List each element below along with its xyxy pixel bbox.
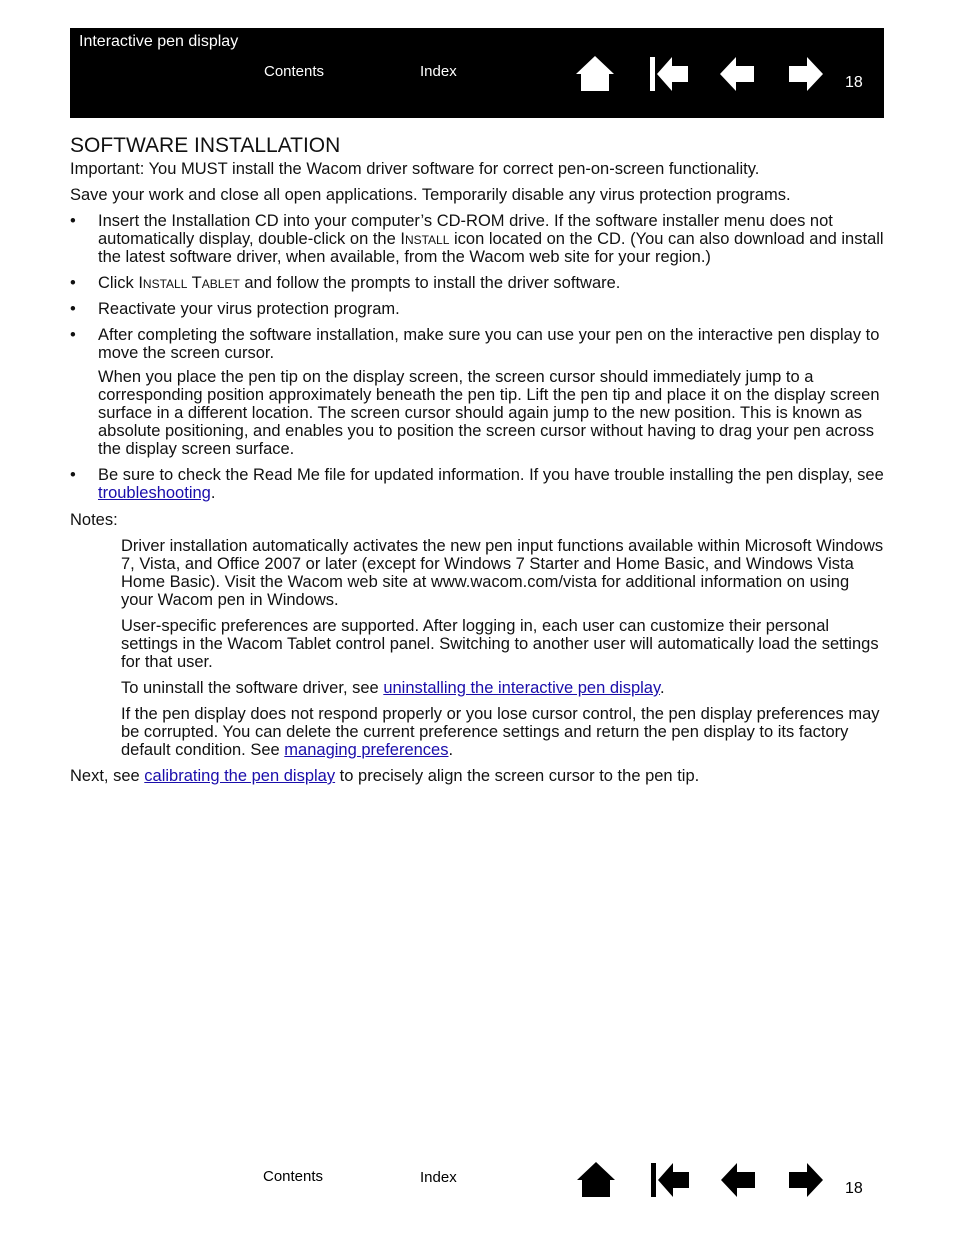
important-note: Important: You MUST install the Wacom driver software for correct pen-on-screen functionality. — [70, 160, 760, 178]
bullet-insert-cd: • Insert the Installation CD into your computer’s CD-ROM drive. If the software installer menu does not automatically display, double-click on the Install icon located on the CD. (You can also download and install the latest software driver, when available, from the Wacom web site for your region.) — [70, 212, 884, 266]
footer-next-page-icon[interactable] — [785, 1160, 825, 1200]
footer-page-number: 18 — [845, 1180, 863, 1197]
absolute-positioning-paragraph: When you place the pen tip on the display screen, the screen cursor should immediately jump to a corresponding position approximately beneath the pen tip. Lift the pen tip and place it on the display screen surface in a different location. The screen cursor should again jump to the new position. This is known as absolute positioning, and enables you to position the screen cursor without having to drag your pen across the display screen surface. — [98, 368, 880, 458]
bullet-symbol: • — [70, 300, 76, 318]
bullet-symbol: • — [70, 274, 76, 292]
bullet-symbol: • — [70, 326, 76, 344]
next-page-icon[interactable] — [785, 54, 825, 94]
footer-bar — [70, 1155, 884, 1215]
bullet-reactivate-virus: • Reactivate your virus protection program. — [70, 300, 400, 318]
note-driver-installation: Driver installation automatically activates the new pen input functions available within Microsoft Windows 7, Vista, and Office 2007 or later (except for Windows 7 Starter and Home Basic, and Windows Vista Home Basic). Visit the Wacom web site at www.wacom.com/vista for additional information on using your Wacom pen in Windows. — [121, 537, 884, 609]
document-title: Interactive pen display — [79, 33, 239, 50]
bullet-symbol: • — [70, 466, 76, 484]
main-content — [70, 133, 884, 793]
next-step-paragraph: Next, see calibrating the pen display to precisely align the screen cursor to the pen tip. — [70, 767, 700, 785]
note-corrupted-preferences: If the pen display does not respond properly or you lose cursor control, the pen display preferences may be corrupted. You can delete the current preference settings and return the pen display to its factory default condition. See managing preferences. — [121, 705, 880, 759]
install-tablet-term: Install Tablet — [138, 274, 240, 292]
page-number: 18 — [845, 74, 863, 91]
note-user-preferences: User-specific preferences are supported. After logging in, each user can customize their personal settings in the Wacom Tablet control panel. Switching to another user will automatically load the settings for that user. — [121, 617, 879, 671]
home-icon[interactable] — [575, 54, 615, 94]
bullet-symbol: • — [70, 212, 76, 230]
footer-home-icon[interactable] — [576, 1160, 616, 1200]
uninstalling-link[interactable]: uninstalling the interactive pen display — [383, 679, 661, 697]
calibrating-link[interactable]: calibrating the pen display — [144, 767, 336, 785]
contents-link[interactable]: Contents — [264, 63, 325, 80]
page-heading: SOFTWARE INSTALLATION — [70, 134, 341, 157]
footer-previous-page-icon[interactable] — [719, 1160, 759, 1200]
footer-contents-link[interactable]: Contents — [263, 1168, 324, 1185]
bullet-install-tablet: • Click Install Tablet and follow the prompts to install the driver software. — [70, 274, 621, 292]
index-link[interactable]: Index — [420, 63, 457, 80]
bullet-after-completing: • After completing the software installation, make sure you can use your pen on the interactive pen display to move the screen cursor. — [70, 326, 880, 362]
header-bar — [70, 28, 884, 118]
troubleshooting-link[interactable]: troubleshooting — [98, 484, 211, 502]
install-term: Install — [400, 230, 450, 248]
notes-label: Notes: — [70, 511, 118, 529]
footer-first-page-icon[interactable] — [650, 1160, 690, 1200]
first-page-icon[interactable] — [649, 54, 689, 94]
note-uninstall: To uninstall the software driver, see uninstalling the interactive pen display. — [121, 679, 665, 697]
save-work-paragraph: Save your work and close all open applications. Temporarily disable any virus protection programs. — [70, 186, 791, 204]
footer-index-link[interactable]: Index — [420, 1169, 457, 1186]
bullet-read-me: • Be sure to check the Read Me file for updated information. If you have trouble installing the pen display, see troubleshooting. — [70, 466, 884, 502]
previous-page-icon[interactable] — [718, 54, 758, 94]
managing-preferences-link[interactable]: managing preferences — [284, 741, 449, 759]
